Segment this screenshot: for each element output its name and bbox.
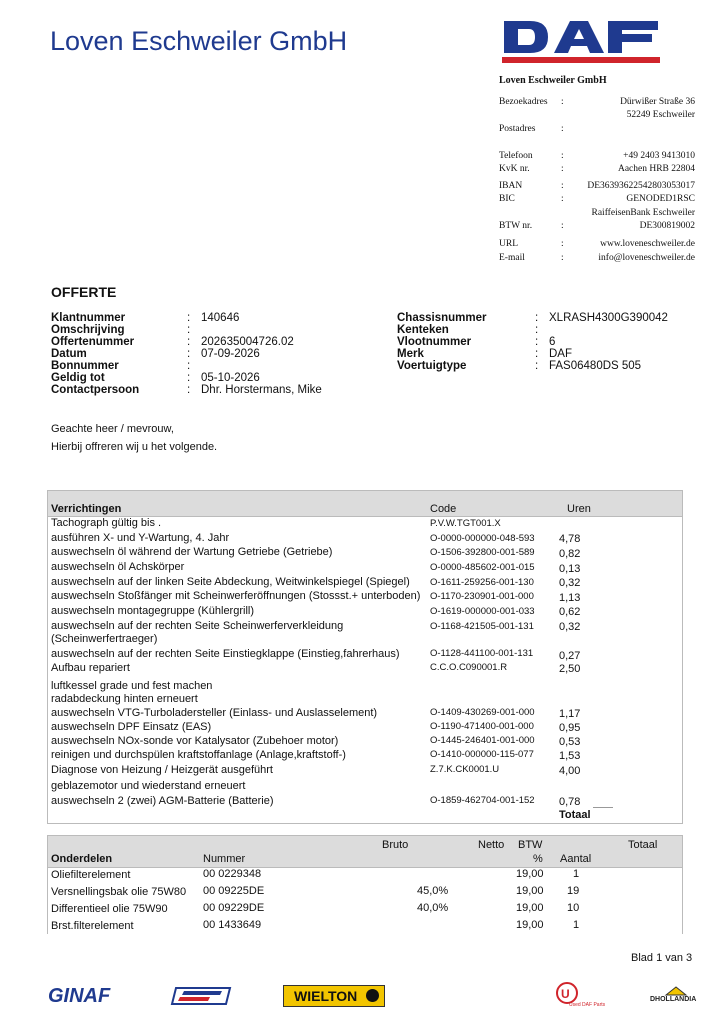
trp-logo bbox=[170, 987, 232, 1005]
dhollandia-logo bbox=[648, 986, 704, 1006]
task-code: O-1170-230901-001-000 bbox=[430, 591, 534, 602]
used-parts-logo bbox=[556, 982, 616, 1008]
ginaf-logo: GINAF bbox=[48, 985, 111, 1007]
address-value: DE36393622542803053017 bbox=[587, 181, 695, 191]
address-row bbox=[499, 124, 695, 137]
detail-colon: : bbox=[187, 384, 191, 396]
part-btw: 19,00 bbox=[516, 885, 544, 897]
address-value: Aachen HRB 22804 bbox=[617, 164, 695, 174]
header-totaal: Totaal bbox=[628, 839, 658, 851]
task-hours: 4,00 bbox=[559, 765, 581, 777]
task-description: luftkessel grade und fest machen bbox=[51, 680, 213, 692]
parts-table bbox=[47, 835, 683, 934]
task-code: O-1445-246401-001-000 bbox=[430, 735, 535, 746]
dhollandia-text: DHOLLANDIA bbox=[650, 996, 697, 1003]
address-label: BTW nr. bbox=[499, 221, 533, 231]
address-sep: : bbox=[561, 253, 564, 263]
page-indicator: Blad 1 van 3 bbox=[631, 952, 693, 964]
part-number: 00 1433649 bbox=[203, 919, 262, 931]
header-btw: BTW bbox=[518, 839, 543, 851]
task-description: reinigen und durchspülen kraftstoffanlage (Anlage,kraftstoff-) bbox=[51, 749, 346, 761]
task-hours: 0,78 bbox=[559, 796, 581, 808]
task-hours: 1,13 bbox=[559, 592, 581, 604]
detail-value: FAS06480DS 505 bbox=[549, 360, 642, 372]
total-underline bbox=[593, 807, 613, 808]
task-description: auswechseln VTG-Turboladersteller (Einlass- und Auslasselement) bbox=[51, 707, 378, 719]
detail-colon: : bbox=[535, 312, 539, 324]
part-btw: 19,00 bbox=[516, 902, 544, 914]
part-name: Oliefilterelement bbox=[51, 869, 131, 881]
part-name: Differentieel olie 75W90 bbox=[51, 903, 168, 915]
header-aantal: Aantal bbox=[560, 853, 592, 865]
address-label: Bezoekadres bbox=[499, 97, 548, 107]
detail-value: DAF bbox=[549, 348, 572, 360]
detail-colon: : bbox=[535, 324, 539, 336]
detail-key: Offertenummer bbox=[51, 336, 135, 348]
part-number: 00 0229348 bbox=[203, 868, 262, 880]
task-hours: 1,17 bbox=[559, 708, 581, 720]
task-hours: 0,62 bbox=[559, 606, 581, 618]
detail-key: Geldig tot bbox=[51, 372, 105, 384]
task-code: C.C.O.C090001.R bbox=[430, 662, 508, 673]
wielton-text: WIELTON bbox=[294, 988, 358, 1004]
parts-header bbox=[48, 836, 682, 867]
address-row bbox=[499, 194, 695, 207]
address-sep: : bbox=[561, 151, 564, 161]
address-label: E-mail bbox=[499, 253, 525, 263]
task-code: O-1410-000000-115-077 bbox=[430, 749, 534, 760]
task-description: auswechseln auf der rechten Seite Einstiegklappe (Einstieg,fahrerhaus) bbox=[51, 648, 400, 660]
task-code: O-1619-000000-001-033 bbox=[430, 606, 535, 617]
detail-value: 202635004726.02 bbox=[201, 336, 294, 348]
task-code: O-0000-000000-048-593 bbox=[430, 533, 535, 544]
task-description: auswechseln Stoßfänger mit Scheinwerferöffnungen (Stossst.+ unterboden) bbox=[51, 590, 421, 602]
part-qty: 10 bbox=[567, 902, 580, 914]
detail-colon: : bbox=[535, 336, 539, 348]
parts-header-divider bbox=[48, 867, 682, 868]
svg-text:U: U bbox=[561, 987, 570, 1001]
detail-colon: : bbox=[187, 336, 191, 348]
wielton-logo bbox=[283, 985, 385, 1007]
address-sep: : bbox=[561, 181, 564, 191]
detail-key: Bonnummer bbox=[51, 360, 119, 372]
detail-colon: : bbox=[187, 360, 191, 372]
part-discount: 45,0% bbox=[417, 885, 449, 897]
address-sep: : bbox=[561, 221, 564, 231]
task-description: geblazemotor und wiederstand erneuert bbox=[51, 780, 246, 792]
detail-value: 140646 bbox=[201, 312, 240, 324]
task-hours: 0,53 bbox=[559, 736, 581, 748]
daf-logo bbox=[502, 18, 660, 64]
address-row bbox=[499, 164, 695, 177]
header-pct: % bbox=[533, 853, 543, 865]
task-description: Aufbau repariert bbox=[51, 662, 130, 674]
address-sep: : bbox=[561, 239, 564, 249]
address-label: Postadres bbox=[499, 124, 536, 134]
part-name: Brst.filterelement bbox=[51, 920, 134, 932]
address-sep: : bbox=[561, 124, 564, 134]
wielton-emblem-icon bbox=[366, 989, 379, 1002]
task-code: O-1506-392800-001-589 bbox=[430, 547, 535, 558]
detail-value: XLRASH4300G390042 bbox=[549, 312, 668, 324]
task-description: auswechseln montagegruppe (Kühlergrill) bbox=[51, 605, 255, 617]
detail-colon: : bbox=[187, 348, 191, 360]
task-description: auswechseln auf der linken Seite Abdeckung, Weitwinkelspiegel (Spiegel) bbox=[51, 576, 410, 588]
address-value: +49 2403 9413010 bbox=[623, 151, 695, 161]
detail-key: Klantnummer bbox=[51, 312, 126, 324]
details-right bbox=[397, 312, 697, 374]
part-number: 00 09229DE bbox=[203, 902, 265, 914]
header-bruto: Bruto bbox=[382, 839, 409, 851]
task-description: Diagnose von Heizung / Heizgerät ausgeführt bbox=[51, 764, 273, 776]
detail-colon: : bbox=[535, 348, 539, 360]
task-code: O-1168-421505-001-131 bbox=[430, 621, 534, 632]
header-hours: Uren bbox=[567, 503, 591, 515]
part-qty: 19 bbox=[567, 885, 580, 897]
part-btw: 19,00 bbox=[516, 919, 544, 931]
header-nummer: Nummer bbox=[203, 853, 246, 865]
address-label: BIC bbox=[499, 194, 515, 204]
task-description: auswechseln DPF Einsatz (EAS) bbox=[51, 721, 212, 733]
task-description: auswechseln öl Achskörper bbox=[51, 561, 185, 573]
address-value: Dürwißer Straße 36 bbox=[620, 97, 695, 107]
task-hours: 0,27 bbox=[559, 650, 581, 662]
address-row bbox=[499, 110, 695, 123]
part-discount: 40,0% bbox=[417, 902, 449, 914]
task-description: auswechseln 2 (zwei) AGM-Batterie (Batterie) bbox=[51, 795, 274, 807]
detail-key: Voertuigtype bbox=[397, 360, 467, 372]
task-hours: 4,78 bbox=[559, 533, 581, 545]
tasks-total-label: Totaal bbox=[559, 809, 591, 821]
address-row bbox=[499, 151, 695, 164]
task-code: O-1190-471400-001-000 bbox=[430, 721, 534, 732]
task-code: O-1128-441100-001-131 bbox=[430, 648, 534, 659]
address-sep: : bbox=[561, 164, 564, 174]
header-netto: Netto bbox=[478, 839, 505, 851]
task-description: ausführen X- und Y-Wartung, 4. Jahr bbox=[51, 532, 230, 544]
used-parts-text: Used DAF Parts bbox=[569, 1002, 606, 1008]
intro-text: Hierbij offreren wij u het volgende. bbox=[51, 441, 218, 453]
detail-value: 05-10-2026 bbox=[201, 372, 260, 384]
task-code: O-1611-259256-001-130 bbox=[430, 577, 534, 588]
detail-key: Kenteken bbox=[397, 324, 449, 336]
address-label: URL bbox=[499, 239, 518, 249]
part-qty: 1 bbox=[573, 868, 580, 880]
task-hours: 0,95 bbox=[559, 722, 581, 734]
detail-value: 07-09-2026 bbox=[201, 348, 260, 360]
task-description: auswechseln auf der rechten Seite Scheinwerferverkleidung bbox=[51, 620, 344, 632]
header-description: Verrichtingen bbox=[51, 503, 122, 515]
task-hours: 0,32 bbox=[559, 577, 581, 589]
task-description-cont: radabdeckung hinten erneuert bbox=[51, 693, 198, 705]
address-label: Telefoon bbox=[499, 151, 533, 161]
address-company-name: Loven Eschweiler GmbH bbox=[499, 75, 607, 86]
address-value: RaiffeisenBank Eschweiler bbox=[591, 208, 695, 218]
greeting: Geachte heer / mevrouw, bbox=[51, 423, 174, 435]
task-description-cont: (Scheinwerfertraeger) bbox=[51, 633, 158, 645]
part-qty: 1 bbox=[573, 919, 580, 931]
address-label: KvK nr. bbox=[499, 164, 530, 174]
task-hours: 2,50 bbox=[559, 663, 581, 675]
task-code: O-1409-430269-001-000 bbox=[430, 707, 535, 718]
address-sep: : bbox=[561, 97, 564, 107]
address-row bbox=[499, 221, 695, 234]
address-row bbox=[499, 239, 695, 252]
detail-value: 6 bbox=[549, 336, 556, 348]
detail-key: Datum bbox=[51, 348, 87, 360]
address-value: DE300819002 bbox=[639, 221, 695, 231]
task-code: Z.7.K.CK0001.U bbox=[430, 764, 500, 775]
detail-colon: : bbox=[187, 324, 191, 336]
company-title: Loven Eschweiler GmbH bbox=[50, 26, 348, 56]
detail-key: Chassisnummer bbox=[397, 312, 487, 324]
detail-key: Contactpersoon bbox=[51, 384, 140, 396]
address-row bbox=[499, 181, 695, 194]
document-title: OFFERTE bbox=[51, 284, 117, 300]
address-sep: : bbox=[561, 194, 564, 204]
task-hours: 0,32 bbox=[559, 621, 581, 633]
detail-value: Dhr. Horstermans, Mike bbox=[201, 384, 322, 396]
detail-key: Vlootnummer bbox=[397, 336, 472, 348]
detail-key: Omschrijving bbox=[51, 324, 125, 336]
task-hours: 0,82 bbox=[559, 548, 581, 560]
address-row bbox=[499, 97, 695, 110]
tasks-header bbox=[48, 491, 682, 516]
tasks-table bbox=[47, 490, 683, 824]
task-description: auswechseln öl während der Wartung Getriebe (Getriebe) bbox=[51, 546, 333, 558]
details-left bbox=[51, 312, 381, 402]
address-label: IBAN bbox=[499, 181, 523, 191]
part-number: 00 09225DE bbox=[203, 885, 265, 897]
part-name: Versnellingsbak olie 75W80 bbox=[51, 886, 187, 898]
detail-colon: : bbox=[187, 372, 191, 384]
address-row bbox=[499, 253, 695, 266]
task-code: P.V.W.TGT001.X bbox=[430, 518, 501, 529]
task-description: Tachograph gültig bis . bbox=[51, 517, 162, 529]
detail-colon: : bbox=[187, 312, 191, 324]
detail-colon: : bbox=[535, 360, 539, 372]
detail-key: Merk bbox=[397, 348, 424, 360]
task-code: O-0000-485602-001-015 bbox=[430, 562, 535, 573]
task-description: auswechseln NOx-sonde vor Katalysator (Zubehoer motor) bbox=[51, 735, 339, 747]
header-code: Code bbox=[430, 503, 457, 515]
part-btw: 19,00 bbox=[516, 868, 544, 880]
task-hours: 1,53 bbox=[559, 750, 581, 762]
header-onderdelen: Onderdelen bbox=[51, 853, 113, 865]
url-link[interactable]: www.loveneschweiler.de bbox=[600, 239, 695, 249]
address-row bbox=[499, 208, 695, 221]
address-value: GENODED1RSC bbox=[626, 194, 695, 204]
email-link[interactable]: info@loveneschweiler.de bbox=[598, 253, 695, 263]
address-value: 52249 Eschweiler bbox=[626, 110, 695, 120]
task-hours: 0,13 bbox=[559, 563, 581, 575]
task-code: O-1859-462704-001-152 bbox=[430, 795, 535, 806]
address-block bbox=[499, 97, 695, 267]
